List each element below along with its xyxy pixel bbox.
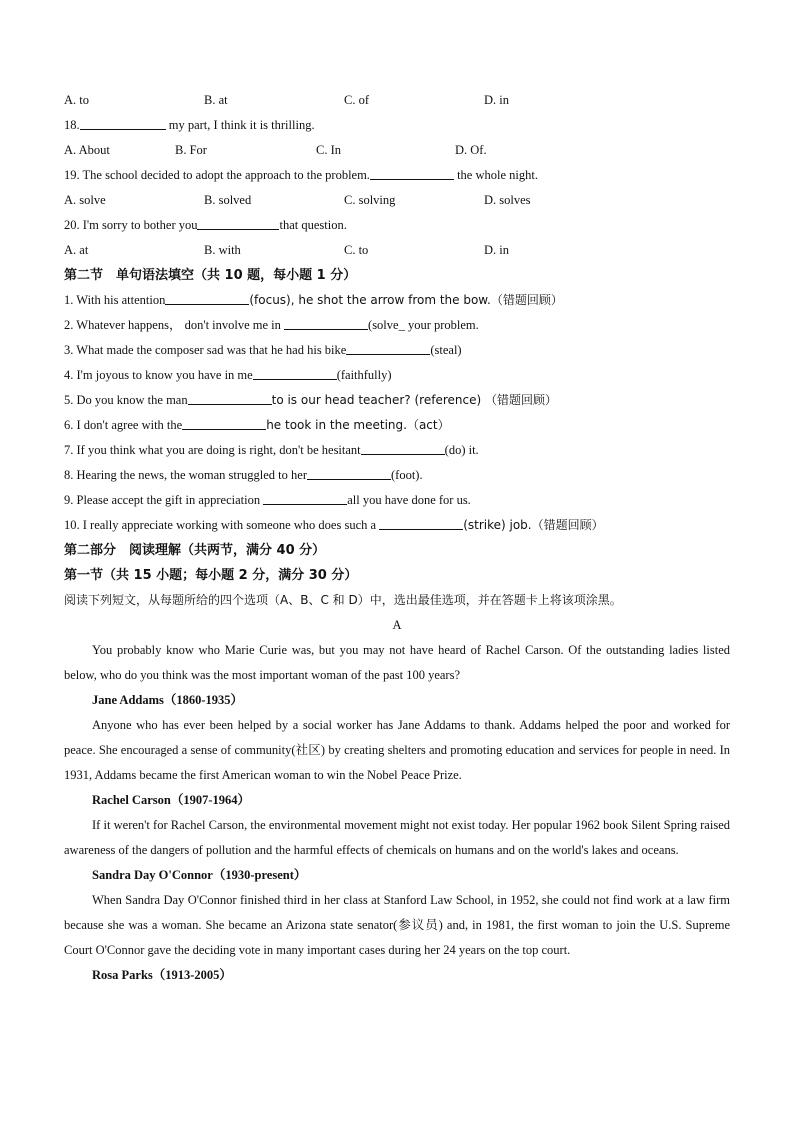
person-heading: Rachel Carson（1907-1964） — [92, 793, 250, 807]
grammar-text-before: 1. With his attention — [64, 293, 166, 307]
grammar-blank[interactable] — [379, 515, 463, 530]
grammar-blank[interactable] — [182, 415, 266, 430]
q18-option-b[interactable]: B. For — [175, 143, 207, 157]
grammar-text-before: 3. What made the composer sad was that he had his bike — [64, 343, 347, 357]
q20-text-before: 20. I'm sorry to bother you — [64, 218, 198, 232]
q19-blank[interactable] — [370, 165, 454, 180]
grammar-text-before: 9. Please accept the gift in appreciation — [64, 493, 264, 507]
grammar-text-after: (faithfully) — [336, 368, 392, 382]
q18-blank[interactable] — [80, 115, 166, 130]
q17-option-c[interactable]: C. of — [344, 93, 369, 107]
person-heading: Rosa Parks（1913-2005） — [92, 968, 232, 982]
q17-option-a[interactable]: A. to — [64, 93, 89, 107]
grammar-item — [64, 513, 730, 538]
grammar-text-after: (focus), he shot the arrow from the bow.（错题回顾） — [249, 293, 563, 307]
grammar-item — [64, 338, 730, 363]
grammar-blank[interactable] — [284, 315, 368, 330]
person-heading: Sandra Day O'Connor（1930-present） — [92, 868, 307, 882]
grammar-text-after: (do) it. — [444, 443, 479, 457]
q20-option-d[interactable]: D. in — [484, 243, 509, 257]
reading-instruction: 阅读下列短文，从每题所给的四个选项（A、B、C 和 D）中，选出最佳选项，并在答题卡上将该项涂黑。 — [64, 593, 622, 607]
q20-text-after: that question. — [279, 218, 347, 232]
person-heading: Jane Addams（1860-1935） — [92, 693, 244, 707]
grammar-blank[interactable] — [346, 340, 430, 355]
q17-option-b[interactable]: B. at — [204, 93, 228, 107]
q18-option-d[interactable]: D. Of. — [455, 143, 487, 157]
grammar-blank[interactable] — [307, 465, 391, 480]
q19-text-before: 19. The school decided to adopt the approach to the problem. — [64, 168, 370, 182]
exam-page — [64, 88, 730, 988]
q19-option-c[interactable]: C. solving — [344, 193, 396, 207]
grammar-text-before: 10. I really appreciate working with someone who does such a — [64, 518, 380, 532]
part2-title: 第二部分 阅读理解（共两节，满分 40 分） — [64, 543, 326, 558]
grammar-text-after: he took in the meeting.（act） — [266, 418, 450, 432]
grammar-text-after: (foot). — [391, 468, 423, 482]
grammar-blank[interactable] — [263, 490, 347, 505]
q20-option-c[interactable]: C. to — [344, 243, 369, 257]
q18-stem — [64, 113, 730, 138]
grammar-text-after: (steal) — [430, 343, 462, 357]
passage-intro: You probably know who Marie Curie was, but you may not have heard of Rachel Carson. Of the outstanding ladies listed below, who do you think was the most important woman of the past 100 years? — [64, 643, 730, 682]
q20-blank[interactable] — [197, 215, 279, 230]
grammar-item — [64, 438, 730, 463]
passage-label: A — [392, 618, 402, 632]
grammar-item — [64, 363, 730, 388]
grammar-item — [64, 313, 730, 338]
q19-text-after: the whole night. — [453, 168, 538, 182]
grammar-text-before: 4. I'm joyous to know you have in me — [64, 368, 253, 382]
section2-title: 第二节 单句语法填空（共 10 题，每小题 1 分） — [64, 268, 357, 283]
person-paragraph: Anyone who has ever been helped by a social worker has Jane Addams to thank. Addams helped the poor and worked for peace. She encouraged a sense of community(社区) by creating shelters and promoting education and services for people in need. In 1931, Addams became the first American woman to win the Nobel Peace Prize. — [64, 718, 730, 782]
q19-option-b[interactable]: B. solved — [204, 193, 252, 207]
grammar-item — [64, 288, 730, 313]
person-paragraph: When Sandra Day O'Connor finished third in her class at Stanford Law School, in 1952, she could not find work at a law firm because she was a woman. She became an Arizona state senator(参议员) and, in 1981, the first woman to join the U.S. Supreme Court O'Connor gave the deciding vote in many important cases during her 24 years on the top court. — [64, 893, 730, 957]
q19-option-d[interactable]: D. solves — [484, 193, 531, 207]
q20-option-b[interactable]: B. with — [204, 243, 241, 257]
grammar-text-before: 5. Do you know the man — [64, 393, 188, 407]
q20-stem — [64, 213, 730, 238]
grammar-item — [64, 413, 730, 438]
grammar-item — [64, 388, 730, 413]
q20-option-a[interactable]: A. at — [64, 243, 89, 257]
q17-options — [64, 88, 730, 113]
grammar-blank[interactable] — [361, 440, 445, 455]
person-paragraph: If it weren't for Rachel Carson, the environmental movement might not exist today. Her popular 1962 book Silent Spring raised awareness of the dangers of pollution and the harmful effects of chemicals on humans and on the world's lakes and oceans. — [64, 818, 730, 857]
q19-options — [64, 188, 730, 213]
grammar-text-after: (solve_ your problem. — [368, 318, 479, 332]
grammar-text-after: to is our head teacher? (reference) （错题回顾） — [271, 393, 557, 407]
q18-text: my part, I think it is thrilling. — [165, 118, 315, 132]
grammar-item — [64, 463, 730, 488]
q18-option-a[interactable]: A. About — [64, 143, 110, 157]
grammar-blank[interactable] — [165, 290, 249, 305]
q17-option-d[interactable]: D. in — [484, 93, 509, 107]
grammar-text-before: 6. I don't agree with the — [64, 418, 183, 432]
q18-options — [64, 138, 730, 163]
q19-stem — [64, 163, 730, 188]
grammar-item — [64, 488, 730, 513]
grammar-text-before: 7. If you think what you are doing is right, don't be hesitant — [64, 443, 361, 457]
q18-option-c[interactable]: C. In — [316, 143, 341, 157]
grammar-text-after: all you have done for us. — [347, 493, 471, 507]
q20-options — [64, 238, 730, 263]
grammar-text-before: 2. Whatever happens， don't involve me in — [64, 318, 285, 332]
grammar-text-before: 8. Hearing the news, the woman struggled to her — [64, 468, 307, 482]
q18-number: 18. — [64, 118, 80, 132]
section1-title: 第一节（共 15 小题；每小题 2 分，满分 30 分） — [64, 568, 358, 583]
grammar-blank[interactable] — [188, 390, 272, 405]
grammar-text-after: (strike) job.（错题回顾） — [463, 518, 604, 532]
grammar-blank[interactable] — [253, 365, 337, 380]
q19-option-a[interactable]: A. solve — [64, 193, 106, 207]
